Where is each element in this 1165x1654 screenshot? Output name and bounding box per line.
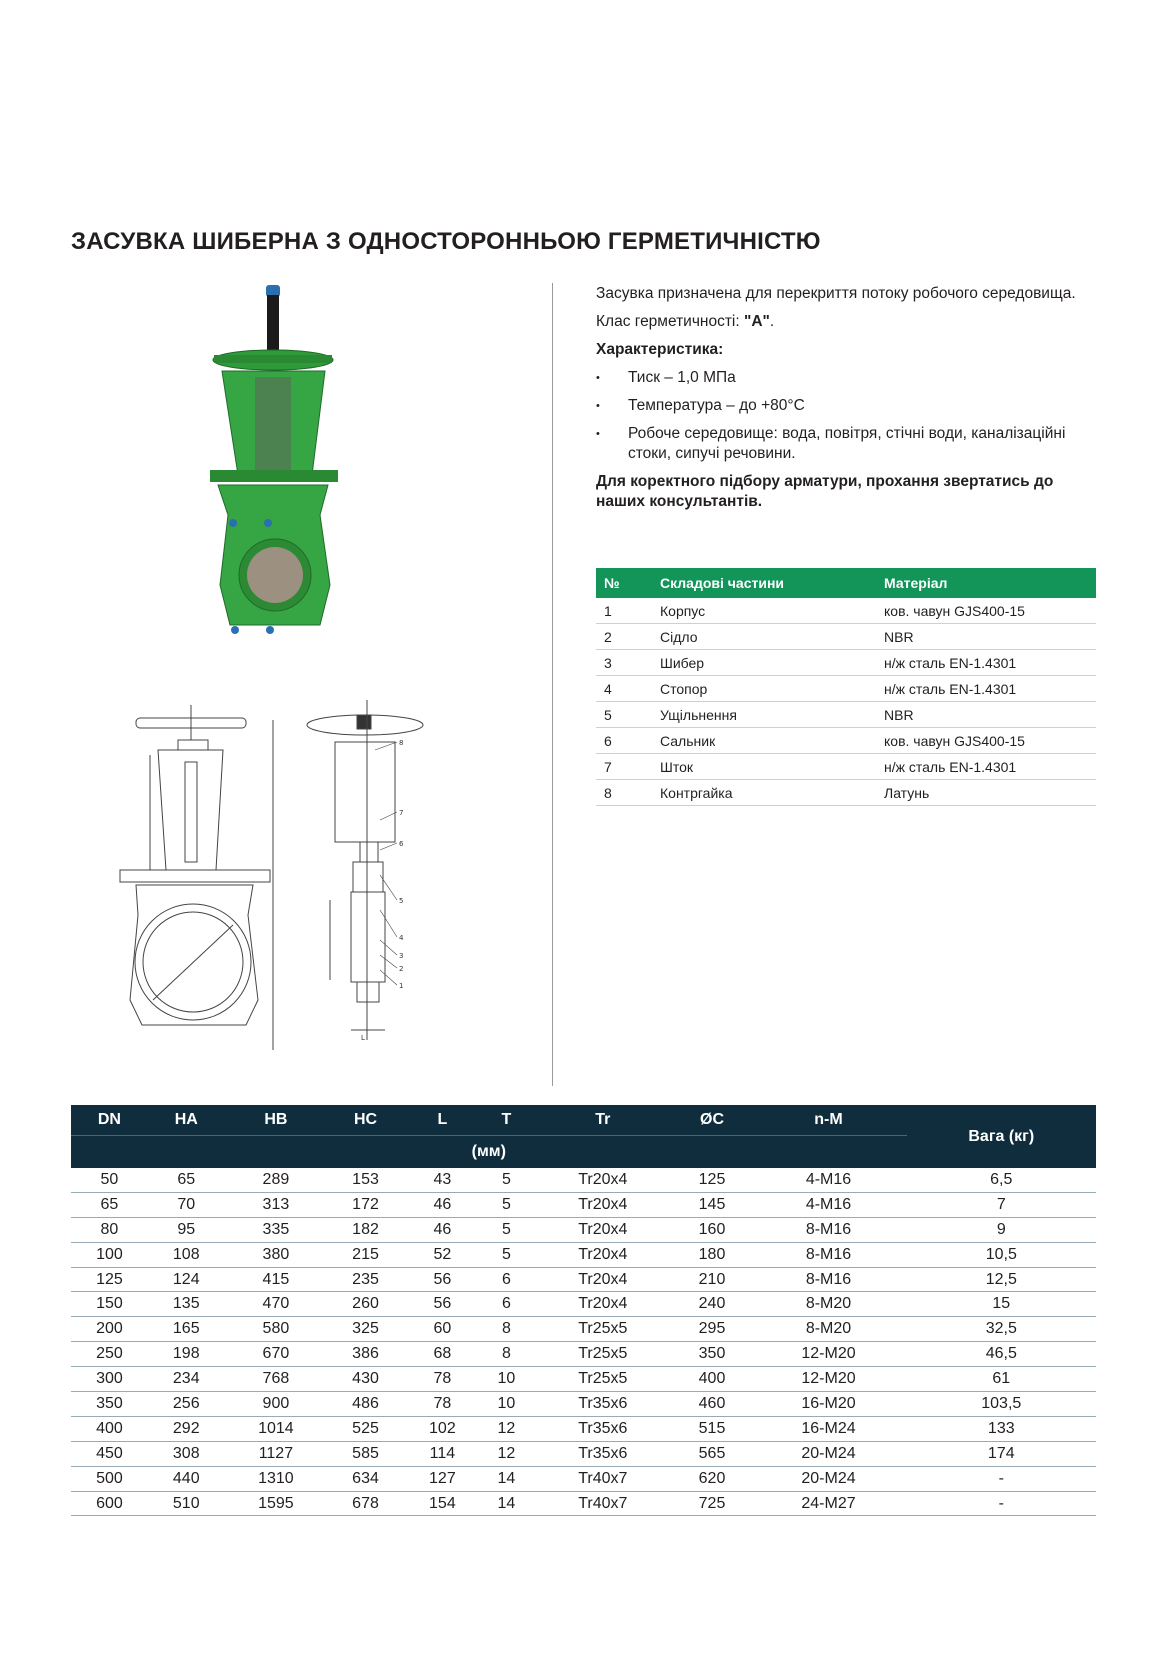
dimensions-table: [71, 1105, 1096, 1516]
table-row: [71, 1342, 1096, 1367]
table-cell: Tr40x7: [532, 1466, 674, 1491]
table-cell: 20-M24: [750, 1441, 906, 1466]
table-cell: 6: [481, 1292, 532, 1317]
table-cell: 460: [674, 1392, 751, 1417]
table-cell: 12-M20: [750, 1342, 906, 1367]
table-cell: 56: [404, 1267, 481, 1292]
table-cell: 9: [907, 1217, 1096, 1242]
drawing-label-l: L: [361, 1034, 365, 1042]
drawing-label-7: 7: [399, 809, 404, 817]
table-cell: Tr35x6: [532, 1392, 674, 1417]
table-cell: 313: [225, 1192, 327, 1217]
table-row: [596, 754, 1096, 780]
table-cell: н/ж сталь EN-1.4301: [876, 650, 1096, 676]
table-cell: 8-M16: [750, 1217, 906, 1242]
drawing-label-2: 2: [399, 965, 404, 973]
parts-header-material: Матеріал: [876, 568, 1096, 598]
table-row: [596, 780, 1096, 806]
table-cell: 900: [225, 1392, 327, 1417]
table-cell: 430: [327, 1367, 404, 1392]
table-cell: 15: [907, 1292, 1096, 1317]
table-cell: Латунь: [876, 780, 1096, 806]
drawing-label-6: 6: [399, 840, 404, 848]
table-cell: Tr25x5: [532, 1367, 674, 1392]
table-cell: 350: [674, 1342, 751, 1367]
tightness-class: Клас герметичності: "А".: [596, 313, 775, 330]
table-cell: 725: [674, 1491, 751, 1516]
dims-header-l: L: [404, 1105, 481, 1136]
table-cell: 5: [481, 1192, 532, 1217]
table-cell: 174: [907, 1441, 1096, 1466]
table-cell: 415: [225, 1267, 327, 1292]
table-cell: 10,5: [907, 1242, 1096, 1267]
table-cell: 8-M16: [750, 1267, 906, 1292]
table-cell: 56: [404, 1292, 481, 1317]
table-cell: 153: [327, 1168, 404, 1192]
table-cell: 145: [674, 1192, 751, 1217]
table-cell: 12-M20: [750, 1367, 906, 1392]
table-cell: 95: [148, 1217, 225, 1242]
table-cell: 102: [404, 1416, 481, 1441]
table-cell: ков. чавун GJS400-15: [876, 728, 1096, 754]
table-cell: Tr20x4: [532, 1292, 674, 1317]
table-cell: Стопор: [652, 676, 876, 702]
table-cell: 10: [481, 1367, 532, 1392]
table-cell: 210: [674, 1267, 751, 1292]
dims-unit: (мм): [71, 1136, 907, 1169]
drawing-label-1: 1: [399, 982, 404, 990]
table-cell: 500: [71, 1466, 148, 1491]
table-cell: н/ж сталь EN-1.4301: [876, 676, 1096, 702]
table-cell: 300: [71, 1367, 148, 1392]
drawing-label-4: 4: [399, 934, 404, 942]
table-cell: 133: [907, 1416, 1096, 1441]
table-cell: 768: [225, 1367, 327, 1392]
characteristics-heading: Характеристика:: [596, 341, 724, 358]
table-cell: 46: [404, 1192, 481, 1217]
table-cell: 14: [481, 1491, 532, 1516]
table-cell: 65: [148, 1168, 225, 1192]
drawing-label-3: 3: [399, 952, 404, 960]
vertical-divider: [552, 283, 553, 1086]
table-cell: 127: [404, 1466, 481, 1491]
table-cell: 10: [481, 1392, 532, 1417]
table-cell: 32,5: [907, 1317, 1096, 1342]
table-cell: 525: [327, 1416, 404, 1441]
table-cell: 5: [596, 702, 652, 728]
table-cell: 5: [481, 1242, 532, 1267]
table-cell: ков. чавун GJS400-15: [876, 598, 1096, 624]
table-cell: 585: [327, 1441, 404, 1466]
table-cell: Контргайка: [652, 780, 876, 806]
table-cell: 103,5: [907, 1392, 1096, 1417]
table-cell: 234: [148, 1367, 225, 1392]
table-cell: -: [907, 1466, 1096, 1491]
parts-table: [596, 568, 1096, 806]
table-cell: 24-M27: [750, 1491, 906, 1516]
table-row: [71, 1192, 1096, 1217]
page-title: ЗАСУВКА ШИБЕРНА З ОДНОСТОРОННЬОЮ ГЕРМЕТИЧНІСТЮ: [71, 228, 821, 256]
table-cell: 380: [225, 1242, 327, 1267]
table-cell: 135: [148, 1292, 225, 1317]
table-cell: 386: [327, 1342, 404, 1367]
table-cell: 350: [71, 1392, 148, 1417]
dims-header-hc: HC: [327, 1105, 404, 1136]
table-cell: 335: [225, 1217, 327, 1242]
table-cell: 565: [674, 1441, 751, 1466]
table-cell: 46,5: [907, 1342, 1096, 1367]
dims-header-tr: Tr: [532, 1105, 674, 1136]
table-cell: 150: [71, 1292, 148, 1317]
table-cell: 8: [481, 1317, 532, 1342]
table-row: [71, 1168, 1096, 1192]
table-cell: 65: [71, 1192, 148, 1217]
table-cell: 620: [674, 1466, 751, 1491]
table-row: [596, 598, 1096, 624]
list-item: • Температура – до +80°С: [596, 396, 1096, 416]
table-row: [71, 1416, 1096, 1441]
table-cell: 1014: [225, 1416, 327, 1441]
list-item: • Робоче середовище: вода, повітря, стічні води, каналізаційні стоки, сипучі речовини.: [596, 424, 1096, 464]
dims-header-t: T: [481, 1105, 532, 1136]
table-cell: 240: [674, 1292, 751, 1317]
table-cell: 5: [481, 1168, 532, 1192]
table-cell: -: [907, 1491, 1096, 1516]
table-cell: 46: [404, 1217, 481, 1242]
table-cell: 154: [404, 1491, 481, 1516]
table-cell: 200: [71, 1317, 148, 1342]
table-cell: 510: [148, 1491, 225, 1516]
table-cell: 16-M20: [750, 1392, 906, 1417]
table-cell: 61: [907, 1367, 1096, 1392]
table-cell: 8: [596, 780, 652, 806]
table-row: [596, 624, 1096, 650]
table-cell: 308: [148, 1441, 225, 1466]
table-cell: 124: [148, 1267, 225, 1292]
table-cell: 114: [404, 1441, 481, 1466]
table-cell: 60: [404, 1317, 481, 1342]
list-item: • Тиск – 1,0 МПа: [596, 368, 1096, 388]
table-cell: 235: [327, 1267, 404, 1292]
table-cell: 108: [148, 1242, 225, 1267]
table-cell: 486: [327, 1392, 404, 1417]
table-cell: Tr35x6: [532, 1441, 674, 1466]
table-cell: 50: [71, 1168, 148, 1192]
table-cell: Tr25x5: [532, 1342, 674, 1367]
description: [596, 284, 1096, 520]
table-cell: 1127: [225, 1441, 327, 1466]
drawing-label-5: 5: [399, 897, 404, 905]
table-cell: 2: [596, 624, 652, 650]
dims-header-dn: DN: [71, 1105, 148, 1136]
table-cell: 70: [148, 1192, 225, 1217]
table-cell: 260: [327, 1292, 404, 1317]
table-cell: Шибер: [652, 650, 876, 676]
table-row: [71, 1292, 1096, 1317]
table-cell: 515: [674, 1416, 751, 1441]
table-cell: 78: [404, 1367, 481, 1392]
table-row: [596, 650, 1096, 676]
table-cell: Шток: [652, 754, 876, 780]
dims-header-nm: n-M: [750, 1105, 906, 1136]
table-cell: 470: [225, 1292, 327, 1317]
table-cell: 4-M16: [750, 1168, 906, 1192]
table-cell: 400: [674, 1367, 751, 1392]
table-cell: 160: [674, 1217, 751, 1242]
table-cell: 4: [596, 676, 652, 702]
table-cell: Сальник: [652, 728, 876, 754]
table-cell: Tr25x5: [532, 1317, 674, 1342]
table-cell: NBR: [876, 702, 1096, 728]
table-cell: 7: [907, 1192, 1096, 1217]
table-cell: 292: [148, 1416, 225, 1441]
table-cell: 12: [481, 1441, 532, 1466]
table-cell: 670: [225, 1342, 327, 1367]
table-cell: Ущільнення: [652, 702, 876, 728]
table-cell: 8-M16: [750, 1242, 906, 1267]
dims-header-weight: Вага (кг): [907, 1105, 1096, 1168]
table-cell: 450: [71, 1441, 148, 1466]
table-cell: 325: [327, 1317, 404, 1342]
table-cell: 20-M24: [750, 1466, 906, 1491]
table-cell: 7: [596, 754, 652, 780]
dims-header-ha: HA: [148, 1105, 225, 1136]
table-cell: Tr20x4: [532, 1168, 674, 1192]
table-row: [596, 676, 1096, 702]
table-cell: 8-M20: [750, 1292, 906, 1317]
table-row: [71, 1217, 1096, 1242]
dims-header-oc: ØC: [674, 1105, 751, 1136]
table-cell: н/ж сталь EN-1.4301: [876, 754, 1096, 780]
table-cell: 80: [71, 1217, 148, 1242]
table-cell: 215: [327, 1242, 404, 1267]
table-cell: 6: [596, 728, 652, 754]
table-cell: 600: [71, 1491, 148, 1516]
table-cell: 125: [674, 1168, 751, 1192]
table-cell: 8: [481, 1342, 532, 1367]
table-cell: 289: [225, 1168, 327, 1192]
table-cell: 400: [71, 1416, 148, 1441]
table-cell: Tr35x6: [532, 1416, 674, 1441]
table-row: [71, 1441, 1096, 1466]
table-cell: 14: [481, 1466, 532, 1491]
table-cell: 1: [596, 598, 652, 624]
table-row: [71, 1317, 1096, 1342]
table-cell: 182: [327, 1217, 404, 1242]
table-cell: 12: [481, 1416, 532, 1441]
table-cell: 440: [148, 1466, 225, 1491]
table-cell: 198: [148, 1342, 225, 1367]
table-cell: NBR: [876, 624, 1096, 650]
table-cell: Tr40x7: [532, 1491, 674, 1516]
table-cell: Корпус: [652, 598, 876, 624]
drawing-label-8: 8: [399, 739, 404, 747]
table-cell: 12,5: [907, 1267, 1096, 1292]
table-cell: 580: [225, 1317, 327, 1342]
table-cell: 165: [148, 1317, 225, 1342]
table-cell: 295: [674, 1317, 751, 1342]
table-cell: 125: [71, 1267, 148, 1292]
table-row: [71, 1392, 1096, 1417]
table-cell: 678: [327, 1491, 404, 1516]
table-cell: 16-M24: [750, 1416, 906, 1441]
table-row: [596, 702, 1096, 728]
table-cell: 4-M16: [750, 1192, 906, 1217]
table-cell: 6: [481, 1267, 532, 1292]
table-cell: 68: [404, 1342, 481, 1367]
intro-text: Засувка призначена для перекриття потоку робочого середовища.: [596, 285, 1076, 302]
table-cell: 256: [148, 1392, 225, 1417]
parts-header-number: №: [596, 568, 652, 598]
table-row: [71, 1242, 1096, 1267]
table-row: [596, 728, 1096, 754]
section-view-drawing: [305, 700, 460, 1080]
table-cell: 1595: [225, 1491, 327, 1516]
characteristics-list: [596, 368, 1096, 464]
table-cell: 100: [71, 1242, 148, 1267]
table-cell: Tr20x4: [532, 1217, 674, 1242]
table-row: [71, 1491, 1096, 1516]
parts-header-part: Складові частини: [652, 568, 876, 598]
table-cell: 6,5: [907, 1168, 1096, 1192]
table-cell: 8-M20: [750, 1317, 906, 1342]
table-row: [71, 1367, 1096, 1392]
table-cell: 43: [404, 1168, 481, 1192]
table-cell: Tr20x4: [532, 1267, 674, 1292]
table-cell: 52: [404, 1242, 481, 1267]
table-cell: 78: [404, 1392, 481, 1417]
valve-photo: [200, 285, 350, 675]
table-cell: 634: [327, 1466, 404, 1491]
dims-header-hb: HB: [225, 1105, 327, 1136]
table-cell: 172: [327, 1192, 404, 1217]
table-cell: Tr20x4: [532, 1192, 674, 1217]
table-row: [71, 1267, 1096, 1292]
table-cell: 180: [674, 1242, 751, 1267]
table-cell: 3: [596, 650, 652, 676]
table-cell: 1310: [225, 1466, 327, 1491]
table-row: [71, 1466, 1096, 1491]
consult-note: Для коректного підбору арматури, прохання звертатись до наших консультантів.: [596, 473, 1054, 510]
table-cell: Tr20x4: [532, 1242, 674, 1267]
table-cell: 250: [71, 1342, 148, 1367]
table-cell: 5: [481, 1217, 532, 1242]
table-cell: Сідло: [652, 624, 876, 650]
front-view-drawing: [108, 700, 298, 1080]
